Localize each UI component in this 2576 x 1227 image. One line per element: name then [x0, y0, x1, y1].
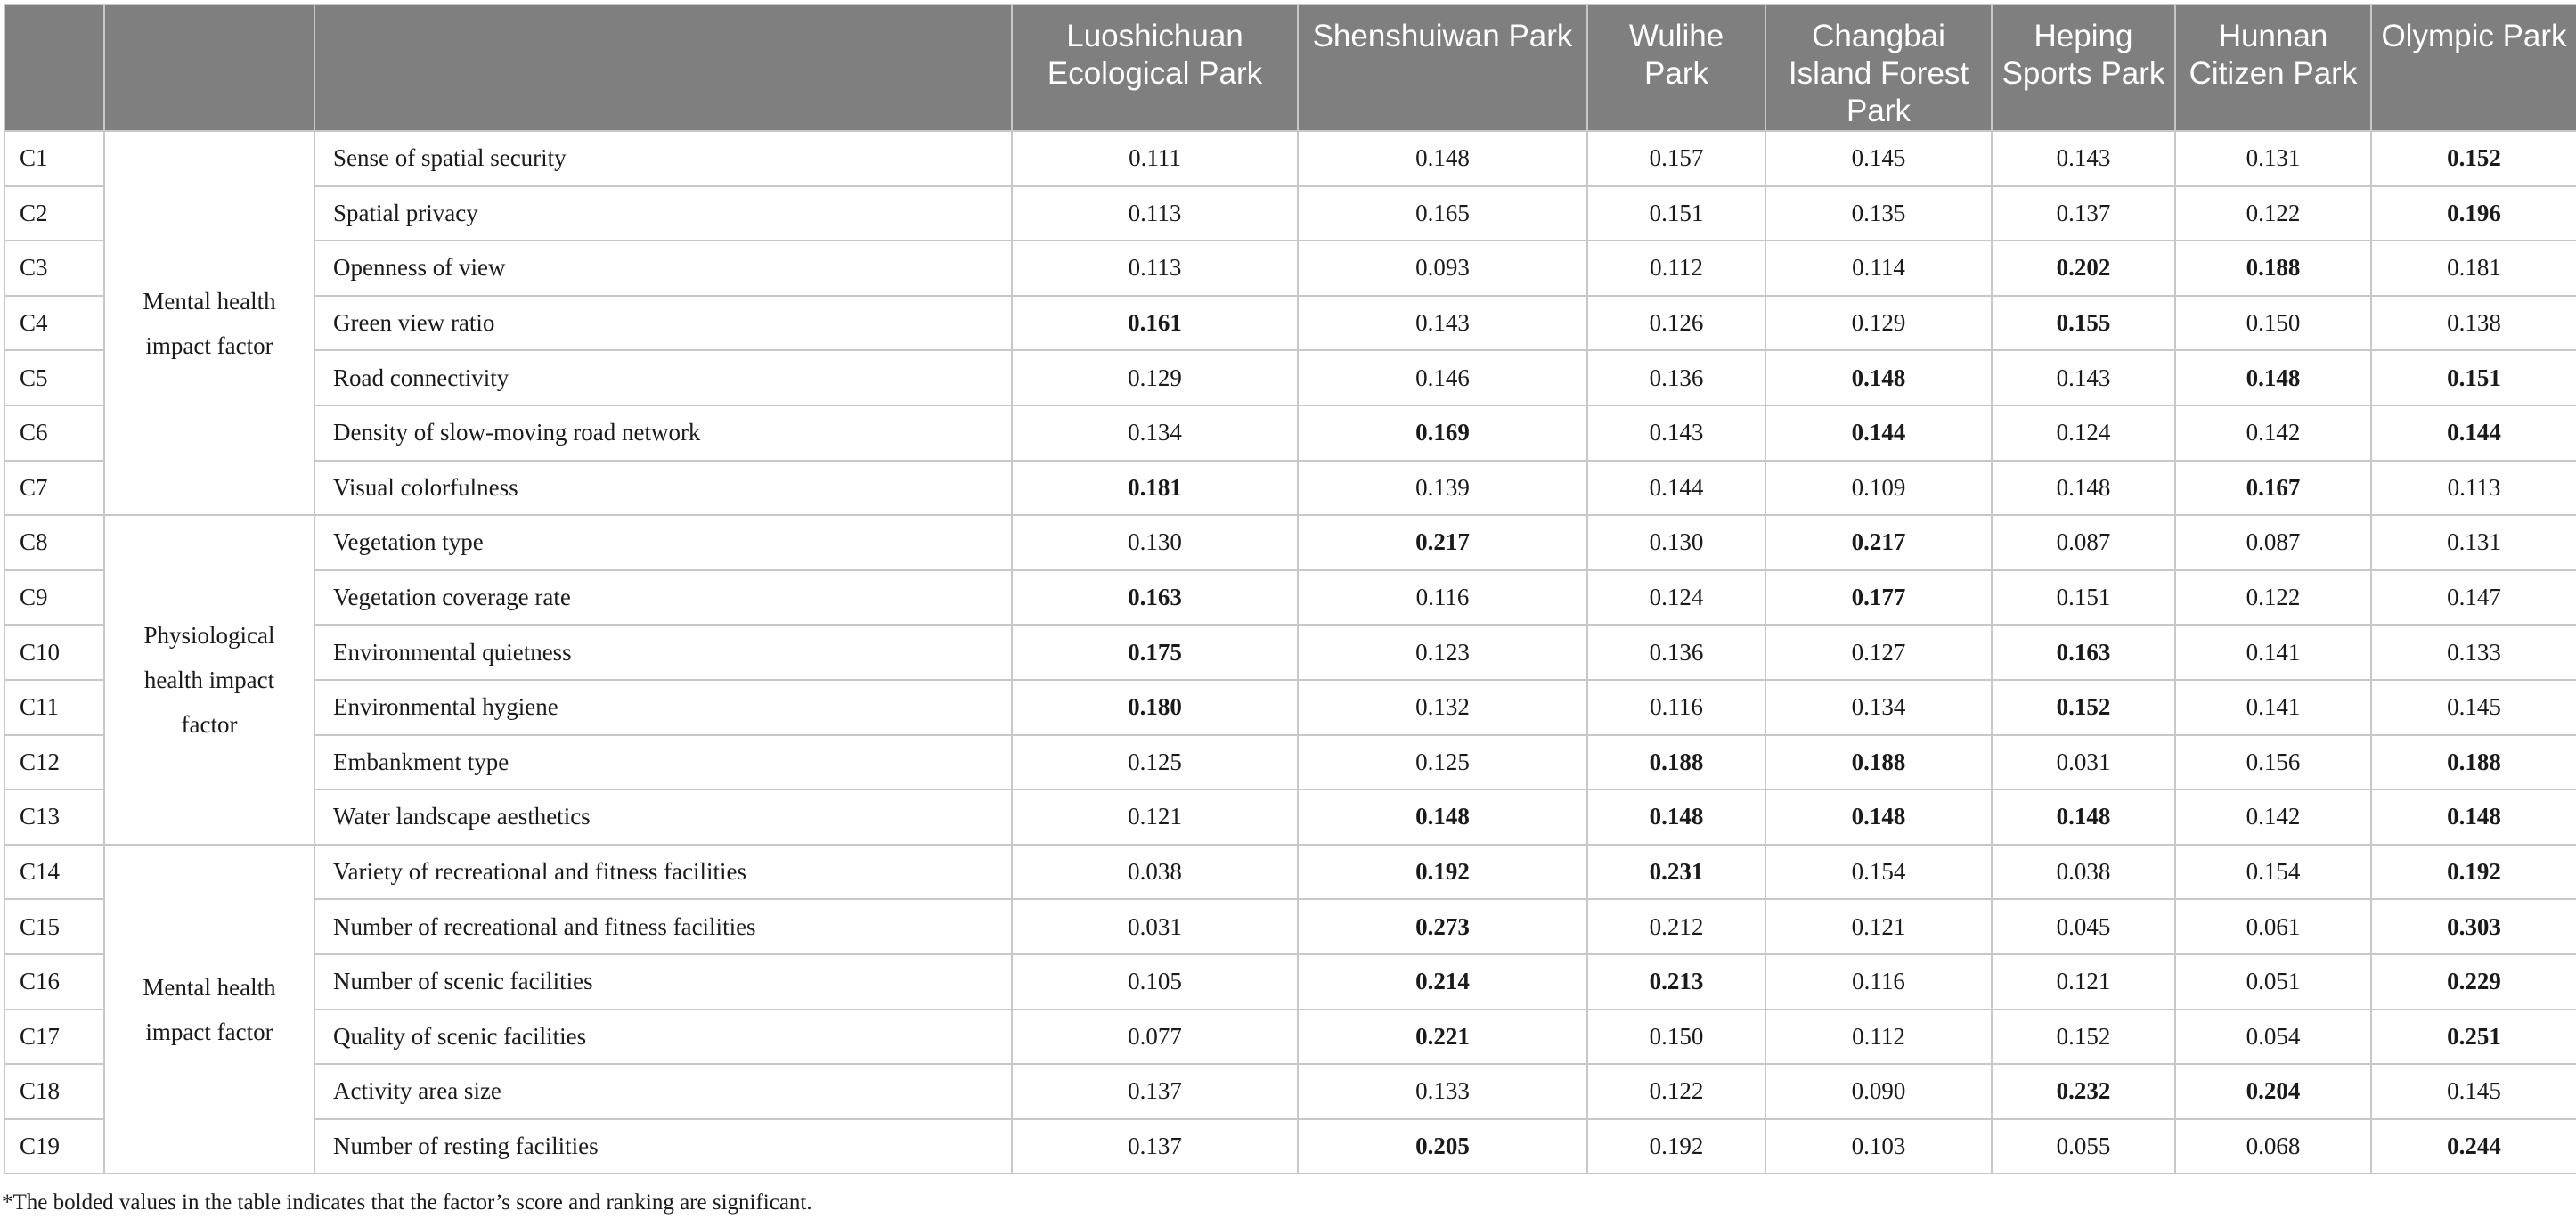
- score-cell: 0.151: [1992, 570, 2175, 626]
- score-cell: 0.137: [1012, 1064, 1298, 1119]
- table-row: [4, 680, 2576, 735]
- score-cell: 0.126: [1587, 296, 1765, 351]
- score-cell: 0.116: [1765, 954, 1992, 1010]
- score-cell: 0.155: [1992, 296, 2175, 351]
- score-cell: 0.214: [1298, 954, 1587, 1010]
- score-cell: 0.134: [1012, 405, 1298, 461]
- score-cell: 0.188: [2175, 241, 2371, 296]
- score-cell: 0.148: [2371, 789, 2576, 845]
- score-cell: 0.136: [1587, 350, 1765, 405]
- score-cell: 0.188: [1765, 735, 1992, 790]
- table-row: [4, 515, 2576, 570]
- score-cell: 0.055: [1992, 1119, 2175, 1174]
- score-cell: 0.175: [1012, 625, 1298, 680]
- row-code: C17: [4, 1010, 104, 1065]
- header-group: [104, 4, 314, 131]
- score-cell: 0.177: [1765, 570, 1992, 626]
- score-cell: 0.123: [1298, 625, 1587, 680]
- factor-name: Vegetation type: [314, 515, 1012, 570]
- score-cell: 0.121: [1992, 954, 2175, 1010]
- score-cell: 0.138: [2371, 296, 2576, 351]
- score-cell: 0.165: [1298, 186, 1587, 241]
- score-cell: 0.232: [1992, 1064, 2175, 1119]
- score-cell: 0.146: [1298, 350, 1587, 405]
- score-cell: 0.122: [1587, 1064, 1765, 1119]
- table-row: [4, 899, 2576, 954]
- factor-name: Density of slow-moving road network: [314, 405, 1012, 461]
- factor-name: Road connectivity: [314, 350, 1012, 405]
- score-cell: 0.231: [1587, 845, 1765, 900]
- score-cell: 0.124: [1587, 570, 1765, 626]
- header-wulihe: Wulihe Park: [1587, 4, 1765, 131]
- score-cell: 0.152: [1992, 1010, 2175, 1065]
- score-cell: 0.129: [1012, 350, 1298, 405]
- row-code: C9: [4, 570, 104, 626]
- score-cell: 0.163: [1012, 570, 1298, 626]
- score-cell: 0.133: [1298, 1064, 1587, 1119]
- row-code: C12: [4, 735, 104, 790]
- factor-name: Spatial privacy: [314, 186, 1012, 241]
- score-cell: 0.229: [2371, 954, 2576, 1010]
- factor-name: Quality of scenic facilities: [314, 1010, 1012, 1065]
- row-code: C8: [4, 515, 104, 570]
- score-cell: 0.196: [2371, 186, 2576, 241]
- score-cell: 0.303: [2371, 899, 2576, 954]
- score-cell: 0.148: [1992, 789, 2175, 845]
- score-cell: 0.139: [1298, 461, 1587, 516]
- score-cell: 0.127: [1765, 625, 1992, 680]
- score-cell: 0.151: [2371, 350, 2576, 405]
- header-heping: Heping Sports Park: [1992, 4, 2175, 131]
- header-luoshichuan: Luoshichuan Ecological Park: [1012, 4, 1298, 131]
- factor-score-table: [4, 4, 2576, 1174]
- score-cell: 0.109: [1765, 461, 1992, 516]
- table-body: [4, 131, 2576, 1174]
- score-cell: 0.251: [2371, 1010, 2576, 1065]
- factor-name: Water landscape aesthetics: [314, 789, 1012, 845]
- score-cell: 0.169: [1298, 405, 1587, 461]
- score-cell: 0.192: [1298, 845, 1587, 900]
- score-cell: 0.121: [1012, 789, 1298, 845]
- score-cell: 0.111: [1012, 131, 1298, 186]
- score-cell: 0.217: [1298, 515, 1587, 570]
- header-hunnan: Hunnan Citizen Park: [2175, 4, 2371, 131]
- score-cell: 0.150: [1587, 1010, 1765, 1065]
- score-cell: 0.143: [1587, 405, 1765, 461]
- score-cell: 0.148: [1298, 131, 1587, 186]
- score-cell: 0.135: [1765, 186, 1992, 241]
- score-cell: 0.038: [1012, 845, 1298, 900]
- factor-name: Environmental hygiene: [314, 680, 1012, 735]
- score-cell: 0.090: [1765, 1064, 1992, 1119]
- group-label: Mental health impact factor: [104, 845, 314, 1174]
- score-cell: 0.054: [2175, 1010, 2371, 1065]
- score-cell: 0.093: [1298, 241, 1587, 296]
- score-cell: 0.142: [2175, 405, 2371, 461]
- factor-name: Number of scenic facilities: [314, 954, 1012, 1010]
- header-row: [4, 4, 2576, 131]
- table-row: [4, 735, 2576, 790]
- score-cell: 0.147: [2371, 570, 2576, 626]
- score-cell: 0.152: [2371, 131, 2576, 186]
- score-cell: 0.143: [1992, 131, 2175, 186]
- table-row: [4, 405, 2576, 461]
- score-cell: 0.131: [2371, 515, 2576, 570]
- footnote: *The bolded values in the table indicates that the factor’s score and ranking are significant.: [2, 1190, 812, 1215]
- header-olympic: Olympic Park: [2371, 4, 2576, 131]
- score-cell: 0.130: [1012, 515, 1298, 570]
- table-row: [4, 1010, 2576, 1065]
- score-cell: 0.148: [2175, 350, 2371, 405]
- factor-name: Openness of view: [314, 241, 1012, 296]
- score-cell: 0.103: [1765, 1119, 1992, 1174]
- header-shenshuiwan: Shenshuiwan Park: [1298, 4, 1587, 131]
- score-cell: 0.181: [2371, 241, 2576, 296]
- table-row: [4, 570, 2576, 626]
- score-cell: 0.148: [1298, 789, 1587, 845]
- factor-name: Visual colorfulness: [314, 461, 1012, 516]
- score-cell: 0.136: [1587, 625, 1765, 680]
- score-cell: 0.148: [1765, 350, 1992, 405]
- score-cell: 0.217: [1765, 515, 1992, 570]
- score-cell: 0.112: [1765, 1010, 1992, 1065]
- score-cell: 0.273: [1298, 899, 1587, 954]
- score-cell: 0.154: [1765, 845, 1992, 900]
- score-cell: 0.213: [1587, 954, 1765, 1010]
- score-cell: 0.125: [1012, 735, 1298, 790]
- factor-name: Green view ratio: [314, 296, 1012, 351]
- score-cell: 0.167: [2175, 461, 2371, 516]
- score-cell: 0.188: [1587, 735, 1765, 790]
- score-cell: 0.181: [1012, 461, 1298, 516]
- score-cell: 0.148: [1992, 461, 2175, 516]
- score-cell: 0.145: [1765, 131, 1992, 186]
- table-row: [4, 131, 2576, 186]
- row-code: C19: [4, 1119, 104, 1174]
- row-code: C1: [4, 131, 104, 186]
- score-cell: 0.192: [1587, 1119, 1765, 1174]
- score-cell: 0.188: [2371, 735, 2576, 790]
- score-cell: 0.051: [2175, 954, 2371, 1010]
- score-cell: 0.061: [2175, 899, 2371, 954]
- score-cell: 0.150: [2175, 296, 2371, 351]
- score-cell: 0.192: [2371, 845, 2576, 900]
- header-changbai: Changbai Island Forest Park: [1765, 4, 1992, 131]
- score-cell: 0.244: [2371, 1119, 2576, 1174]
- row-code: C5: [4, 350, 104, 405]
- score-cell: 0.137: [1012, 1119, 1298, 1174]
- group-label: Mental health impact factor: [104, 131, 314, 515]
- score-cell: 0.131: [2175, 131, 2371, 186]
- score-cell: 0.105: [1012, 954, 1298, 1010]
- score-cell: 0.129: [1765, 296, 1992, 351]
- score-cell: 0.087: [2175, 515, 2371, 570]
- table-row: [4, 461, 2576, 516]
- row-code: C6: [4, 405, 104, 461]
- row-code: C4: [4, 296, 104, 351]
- group-label: Physiological health impact factor: [104, 515, 314, 845]
- row-code: C16: [4, 954, 104, 1010]
- row-code: C11: [4, 680, 104, 735]
- row-code: C10: [4, 625, 104, 680]
- score-cell: 0.144: [1587, 461, 1765, 516]
- score-cell: 0.142: [2175, 789, 2371, 845]
- row-code: C15: [4, 899, 104, 954]
- header-factor: [314, 4, 1012, 131]
- row-code: C18: [4, 1064, 104, 1119]
- factor-name: Environmental quietness: [314, 625, 1012, 680]
- table-row: [4, 296, 2576, 351]
- score-cell: 0.180: [1012, 680, 1298, 735]
- factor-name: Number of recreational and fitness facilities: [314, 899, 1012, 954]
- table-row: [4, 625, 2576, 680]
- factor-name: Vegetation coverage rate: [314, 570, 1012, 626]
- table-row: [4, 1064, 2576, 1119]
- table-row: [4, 845, 2576, 900]
- row-code: C7: [4, 461, 104, 516]
- score-cell: 0.152: [1992, 680, 2175, 735]
- table-row: [4, 241, 2576, 296]
- header-code: [4, 4, 104, 131]
- score-cell: 0.124: [1992, 405, 2175, 461]
- score-cell: 0.113: [1012, 241, 1298, 296]
- score-cell: 0.143: [1992, 350, 2175, 405]
- score-cell: 0.113: [1012, 186, 1298, 241]
- factor-name: Variety of recreational and fitness facilities: [314, 845, 1012, 900]
- score-cell: 0.045: [1992, 899, 2175, 954]
- row-code: C14: [4, 845, 104, 900]
- score-cell: 0.148: [1765, 789, 1992, 845]
- score-cell: 0.148: [1587, 789, 1765, 845]
- score-cell: 0.157: [1587, 131, 1765, 186]
- score-cell: 0.145: [2371, 1064, 2576, 1119]
- score-cell: 0.156: [2175, 735, 2371, 790]
- score-cell: 0.113: [2371, 461, 2576, 516]
- factor-name: Sense of spatial security: [314, 131, 1012, 186]
- score-cell: 0.133: [2371, 625, 2576, 680]
- row-code: C13: [4, 789, 104, 845]
- score-cell: 0.145: [2371, 680, 2576, 735]
- score-cell: 0.121: [1765, 899, 1992, 954]
- score-cell: 0.116: [1298, 570, 1587, 626]
- score-cell: 0.151: [1587, 186, 1765, 241]
- score-cell: 0.114: [1765, 241, 1992, 296]
- score-cell: 0.144: [2371, 405, 2576, 461]
- table-row: [4, 350, 2576, 405]
- table-row: [4, 789, 2576, 845]
- score-cell: 0.134: [1765, 680, 1992, 735]
- score-cell: 0.112: [1587, 241, 1765, 296]
- factor-name: Embankment type: [314, 735, 1012, 790]
- score-cell: 0.141: [2175, 625, 2371, 680]
- score-cell: 0.031: [1992, 735, 2175, 790]
- score-cell: 0.205: [1298, 1119, 1587, 1174]
- row-code: C3: [4, 241, 104, 296]
- score-cell: 0.130: [1587, 515, 1765, 570]
- score-cell: 0.125: [1298, 735, 1587, 790]
- score-cell: 0.154: [2175, 845, 2371, 900]
- score-cell: 0.221: [1298, 1010, 1587, 1065]
- score-cell: 0.204: [2175, 1064, 2371, 1119]
- score-cell: 0.038: [1992, 845, 2175, 900]
- score-cell: 0.122: [2175, 570, 2371, 626]
- score-cell: 0.132: [1298, 680, 1587, 735]
- factor-name: Number of resting facilities: [314, 1119, 1012, 1174]
- table-row: [4, 1119, 2576, 1174]
- score-cell: 0.212: [1587, 899, 1765, 954]
- score-cell: 0.163: [1992, 625, 2175, 680]
- table-row: [4, 186, 2576, 241]
- score-cell: 0.031: [1012, 899, 1298, 954]
- score-cell: 0.116: [1587, 680, 1765, 735]
- score-cell: 0.077: [1012, 1010, 1298, 1065]
- score-cell: 0.087: [1992, 515, 2175, 570]
- score-cell: 0.141: [2175, 680, 2371, 735]
- factor-name: Activity area size: [314, 1064, 1012, 1119]
- score-cell: 0.144: [1765, 405, 1992, 461]
- score-cell: 0.122: [2175, 186, 2371, 241]
- score-cell: 0.161: [1012, 296, 1298, 351]
- score-cell: 0.202: [1992, 241, 2175, 296]
- row-code: C2: [4, 186, 104, 241]
- table-row: [4, 954, 2576, 1010]
- score-cell: 0.068: [2175, 1119, 2371, 1174]
- score-cell: 0.143: [1298, 296, 1587, 351]
- score-cell: 0.137: [1992, 186, 2175, 241]
